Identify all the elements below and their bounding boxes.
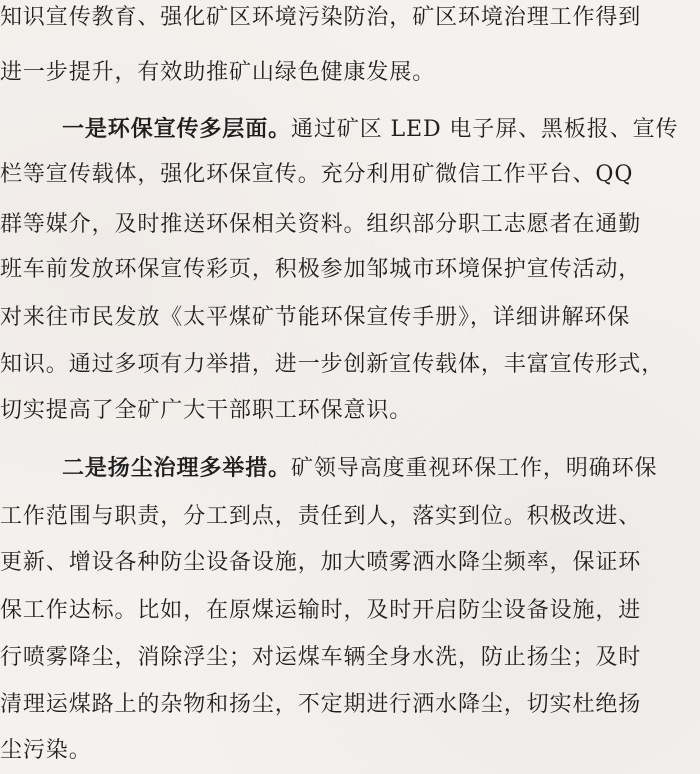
section2-line-2: 工作范围与职责，分工到点，责任到人，落实到位。积极改进、 — [0, 504, 642, 529]
section1-line-2: 栏等宣传载体，强化环保宣传。充分利用矿微信工作平台、QQ — [0, 162, 634, 187]
intro-line-1: 知识宣传教育、强化矿区环境污染防治，矿区环境治理工作得到 — [0, 5, 642, 30]
section1-first-line — [62, 115, 678, 145]
section2-line-6: 清理运煤路上的杂物和扬尘，不定期进行洒水降尘，切实杜绝扬 — [0, 692, 642, 717]
section2-line-4: 保工作达标。比如，在原煤运输时，及时开启防尘设备设施，进 — [0, 598, 642, 623]
section2-line-1: 矿领导高度重视环保工作，明确环保 — [291, 456, 658, 481]
section2-heading: 二是扬尘治理多举措。 — [62, 456, 292, 481]
section2-line-7: 尘污染。 — [0, 738, 92, 763]
section2-first-line — [62, 454, 657, 484]
section1-heading: 一是环保宣传多层面。 — [62, 117, 292, 142]
section1-line-5: 对来往市民发放《太平煤矿节能环保宣传手册》，详细讲解环保 — [0, 305, 631, 330]
intro-line-2: 进一步提升，有效助推矿山绿色健康发展。 — [0, 60, 436, 85]
section1-line-6: 知识。通过多项有力举措，进一步创新宣传载体，丰富宣传形式， — [0, 352, 665, 377]
section2-line-3: 更新、增设各种防尘设备设施，加大喷雾洒水降尘频率，保证环 — [0, 550, 642, 575]
section1-line-7: 切实提高了全矿广大干部职工环保意识。 — [0, 398, 413, 423]
section2-line-5: 行喷雾降尘，消除浮尘；对运煤车辆全身水洗，防止扬尘；及时 — [0, 645, 642, 670]
section1-line-4: 班车前发放环保宣传彩页，积极参加邹城市环境保护宣传活动， — [0, 257, 642, 282]
section1-line-1: 通过矿区 LED 电子屏、黑板报、宣传 — [291, 117, 679, 142]
section1-line-3: 群等媒介，及时推送环保相关资料。组织部分职工志愿者在通勤 — [0, 212, 642, 237]
